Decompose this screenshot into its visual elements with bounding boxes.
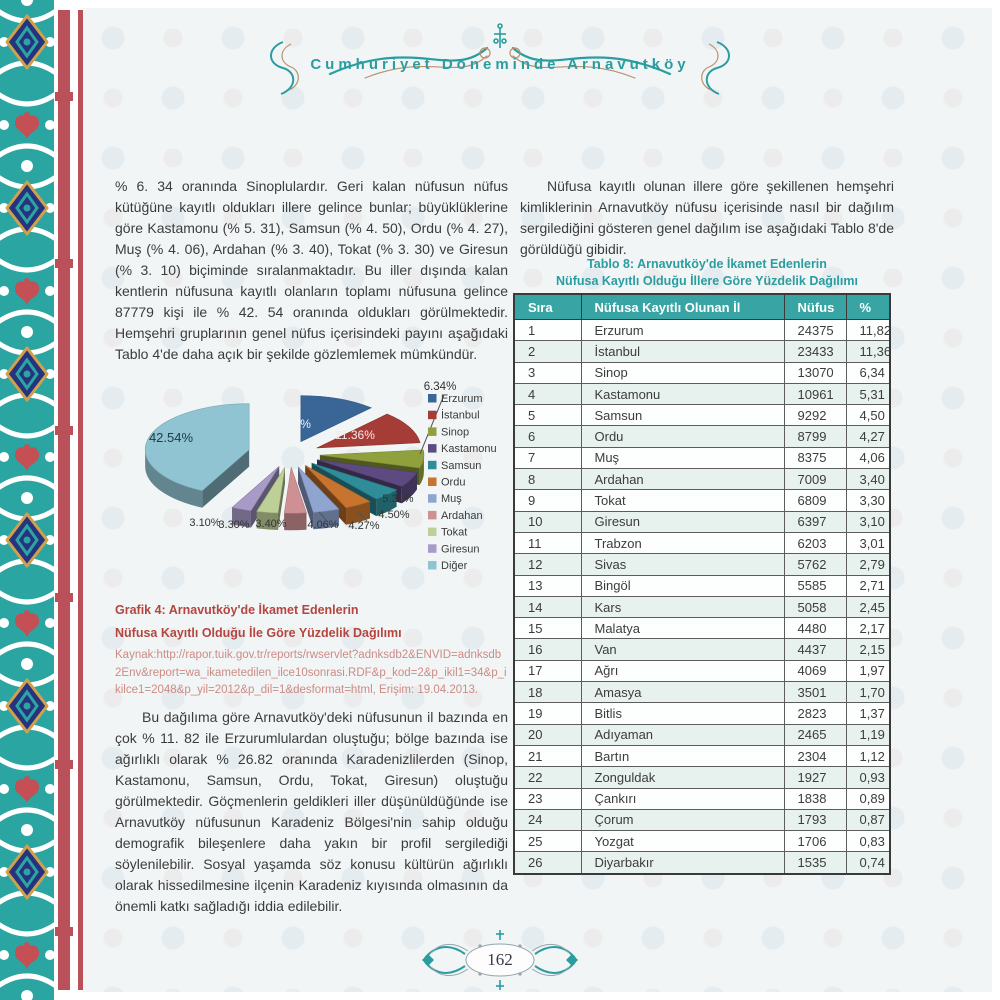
- table-row: [514, 469, 890, 490]
- cell-population: 7009: [784, 469, 846, 490]
- cell-rank: 2: [514, 341, 581, 362]
- table-row: [514, 682, 890, 703]
- table-title-line2: Nüfusa Kayıtlı Olduğu İllere Göre Yüzdelik Dağılımı: [556, 274, 858, 288]
- cell-population: 1793: [784, 809, 846, 830]
- table-body: [514, 320, 890, 874]
- cell-rank: 19: [514, 703, 581, 724]
- table-row: [514, 405, 890, 426]
- cell-province: İstanbul: [581, 341, 784, 362]
- cell-rank: 26: [514, 852, 581, 874]
- cell-percent: 1,70: [846, 682, 890, 703]
- cell-population: 1927: [784, 767, 846, 788]
- cell-percent: 3,30: [846, 490, 890, 511]
- cell-population: 3501: [784, 682, 846, 703]
- table-row: [514, 831, 890, 852]
- red-stripe-tab: [55, 927, 73, 936]
- pie-value-label: 11.36%: [335, 428, 375, 442]
- table-row: [514, 596, 890, 617]
- cell-province: Sinop: [581, 362, 784, 383]
- pie-value-label: 4.50%: [378, 509, 410, 521]
- legend-swatch-Ordu: [428, 478, 437, 487]
- legend-swatch-Ardahan: [428, 511, 437, 520]
- legend-label-Ardahan: Ardahan: [441, 509, 483, 522]
- cell-percent: 5,31: [846, 383, 890, 404]
- legend-label-Sinop: Sinop: [441, 426, 470, 439]
- cell-province: Bitlis: [581, 703, 784, 724]
- cell-population: 10961: [784, 383, 846, 404]
- cell-population: 24375: [784, 320, 846, 341]
- ottoman-tile-border: [0, 0, 54, 1000]
- table-row: [514, 490, 890, 511]
- cell-province: Kastamonu: [581, 383, 784, 404]
- pie-slice-rim: [284, 513, 306, 530]
- cell-percent: 2,15: [846, 639, 890, 660]
- legend-swatch-Giresun: [428, 544, 437, 553]
- table-row: [514, 745, 890, 766]
- legend-label-Muş: Muş: [441, 493, 462, 506]
- cell-rank: 3: [514, 362, 581, 383]
- cell-province: Kars: [581, 596, 784, 617]
- red-stripe-tab: [55, 593, 73, 602]
- red-stripe-tab: [55, 760, 73, 769]
- chart-caption-line2: Nüfusa Kayıtlı Olduğu İle Göre Yüzdelik Dağılımı: [115, 626, 402, 640]
- cell-province: Adıyaman: [581, 724, 784, 745]
- chart-caption: [115, 599, 507, 645]
- legend-swatch-Muş: [428, 494, 437, 503]
- cell-rank: 8: [514, 469, 581, 490]
- legend-label-Samsun: Samsun: [441, 459, 482, 472]
- cell-population: 5585: [784, 575, 846, 596]
- cell-rank: 20: [514, 724, 581, 745]
- cell-percent: 0,87: [846, 809, 890, 830]
- pie-value-label: 4.06%: [307, 519, 339, 531]
- province-population-table: [513, 293, 891, 875]
- cell-province: Erzurum: [581, 320, 784, 341]
- cell-rank: 9: [514, 490, 581, 511]
- cell-percent: 0,74: [846, 852, 890, 874]
- cell-province: Malatya: [581, 618, 784, 639]
- finial-cross-icon: [494, 24, 506, 48]
- cell-population: 4069: [784, 660, 846, 681]
- header-rank: Sıra: [514, 294, 581, 320]
- cell-percent: 0,89: [846, 788, 890, 809]
- cell-percent: 2,79: [846, 554, 890, 575]
- table-row: [514, 447, 890, 468]
- cell-province: Çorum: [581, 809, 784, 830]
- cell-rank: 1: [514, 320, 581, 341]
- legend-label-Diğer: Diğer: [441, 560, 468, 572]
- table-row: [514, 767, 890, 788]
- cell-population: 8799: [784, 426, 846, 447]
- cell-rank: 6: [514, 426, 581, 447]
- cell-province: Bingöl: [581, 575, 784, 596]
- cell-population: 5058: [784, 596, 846, 617]
- pie-chart-grafik4: [95, 362, 515, 597]
- pie-value-label: 5.31%: [382, 493, 414, 505]
- cell-rank: 25: [514, 831, 581, 852]
- cell-percent: 1,37: [846, 703, 890, 724]
- cell-percent: 2,71: [846, 575, 890, 596]
- legend-swatch-Kastamonu: [428, 444, 437, 453]
- cell-percent: 4,06: [846, 447, 890, 468]
- legend-label-Erzurum: Erzurum: [441, 393, 483, 405]
- red-stripe-tab: [55, 426, 73, 435]
- table-row: [514, 724, 890, 745]
- cell-province: Diyarbakır: [581, 852, 784, 874]
- cell-province: Amasya: [581, 682, 784, 703]
- table-header-row: [514, 294, 890, 320]
- table-row: [514, 575, 890, 596]
- cell-population: 23433: [784, 341, 846, 362]
- cell-population: 1706: [784, 831, 846, 852]
- cell-percent: 11,36: [846, 341, 890, 362]
- cell-population: 2465: [784, 724, 846, 745]
- cell-percent: 1,12: [846, 745, 890, 766]
- cell-province: Giresun: [581, 511, 784, 532]
- cell-province: Tokat: [581, 490, 784, 511]
- red-stripe-tab: [55, 92, 73, 101]
- cell-population: 2823: [784, 703, 846, 724]
- cell-population: 6809: [784, 490, 846, 511]
- cell-rank: 22: [514, 767, 581, 788]
- pie-value-label: 6.34%: [423, 381, 457, 393]
- table-row: [514, 341, 890, 362]
- red-stripe-tab: [55, 259, 73, 268]
- pie-value-label: 3.40%: [255, 518, 287, 530]
- cell-rank: 23: [514, 788, 581, 809]
- cell-province: Çankırı: [581, 788, 784, 809]
- cell-population: 4480: [784, 618, 846, 639]
- cell-province: Ağrı: [581, 660, 784, 681]
- pie-value-label: 4.27%: [348, 520, 380, 532]
- pie-value-label: 3.10%: [189, 517, 221, 529]
- cell-rank: 7: [514, 447, 581, 468]
- page-header-title: Cumhuriyet Döneminde Arnavutköy: [310, 56, 690, 73]
- cell-rank: 14: [514, 596, 581, 617]
- table-row: [514, 618, 890, 639]
- legend-swatch-İstanbul: [428, 411, 437, 420]
- table-row: [514, 703, 890, 724]
- chart-caption-line1: Grafik 4: Arnavutköy'de İkamet Edenlerin: [115, 603, 359, 617]
- cell-percent: 2,45: [846, 596, 890, 617]
- cell-percent: 3,40: [846, 469, 890, 490]
- legend-label-Kastamonu: Kastamonu: [441, 443, 497, 456]
- header-population: Nüfus: [784, 294, 846, 320]
- cell-percent: 1,19: [846, 724, 890, 745]
- cell-province: Yozgat: [581, 831, 784, 852]
- cell-population: 1838: [784, 788, 846, 809]
- page-number: 162: [487, 950, 513, 969]
- table-row: [514, 320, 890, 341]
- cell-rank: 18: [514, 682, 581, 703]
- cell-percent: 0,83: [846, 831, 890, 852]
- legend-label-İstanbul: İstanbul: [441, 409, 480, 422]
- legend-swatch-Samsun: [428, 461, 437, 470]
- table-row: [514, 383, 890, 404]
- legend-label-Tokat: Tokat: [441, 526, 468, 539]
- cell-population: 4437: [784, 639, 846, 660]
- table-title-line1: Tablo 8: Arnavutköy'de İkamet Edenlerin: [587, 257, 827, 271]
- paragraph-population-shares: % 6. 34 oranında Sinoplulardır. Geri kalan nüfusun nüfus kütüğüne kayıtlı oldukları illere gelince bunlar; büyüklüklerine göre Kastamonu (% 5. 31), Samsun (% 4. 50), Ordu (% 4. 27), Muş (% 4. 06), Ardahan (% 3. 40), Tokat (% 3. 30) ve Giresun (% 3. 10) biçiminde sıralanmaktadır. Bu iller dışında kalan kentlerin nüfusuna kayıtlı olanların toplamı nüfusuna gelince 87779 kişi ile % 42. 54 oranında oldukları görülmektedir. Hemşehri gruplarının genel nüfus içerisindeki payını aşağıdaki Tablo 4'de daha açık bir şekilde gözlemlemek mümkündür.: [115, 178, 508, 362]
- cell-population: 8375: [784, 447, 846, 468]
- cell-population: 1535: [784, 852, 846, 874]
- cell-percent: 0,93: [846, 767, 890, 788]
- cell-rank: 12: [514, 554, 581, 575]
- cell-province: Samsun: [581, 405, 784, 426]
- cell-province: Van: [581, 639, 784, 660]
- red-border-stripe-thin: [78, 10, 83, 990]
- cell-population: 5762: [784, 554, 846, 575]
- cell-population: 6203: [784, 532, 846, 553]
- legend-swatch-Sinop: [428, 427, 437, 436]
- legend-swatch-Erzurum: [428, 394, 437, 403]
- cell-percent: 4,27: [846, 426, 890, 447]
- cell-rank: 17: [514, 660, 581, 681]
- table-row: [514, 426, 890, 447]
- cell-rank: 11: [514, 532, 581, 553]
- cell-rank: 15: [514, 618, 581, 639]
- cell-population: 9292: [784, 405, 846, 426]
- cell-rank: 5: [514, 405, 581, 426]
- pie-value-label: 11.82%: [271, 417, 311, 431]
- table-row: [514, 852, 890, 874]
- table-row: [514, 660, 890, 681]
- cell-percent: 1,97: [846, 660, 890, 681]
- cell-population: 13070: [784, 362, 846, 383]
- cell-rank: 13: [514, 575, 581, 596]
- cell-population: 6397: [784, 511, 846, 532]
- table-row: [514, 554, 890, 575]
- cell-percent: 3,01: [846, 532, 890, 553]
- paragraph-regional-analysis: Bu dağılıma göre Arnavutköy'deki nüfusunun il bazında en çok % 11. 82 ile Erzurumlulardan oluştuğu; bölge bazında ise ağırlıklı olarak % 26.82 oranında Karadenizlilerden (Sinop, Kastamonu, Samsun, Ordu, Tokat, Giresun) oluştuğu görülmektedir. Göçmenlerin geldikleri iller düşünüldüğünde ise Arnavutköy nüfusunun Karadeniz Bölgesi'nin sahip olduğu demografik bileşenlere daha yakın bir profil sergilediği söylenilebilir. Sosyal yaşamda söz konusu kültürün ağırlıklı olarak hissedilmesine ilçenin Karadeniz kıyısında olmasının da önemli katkı sağladığı iddia edilebilir.: [115, 709, 508, 914]
- legend-swatch-Tokat: [428, 528, 437, 537]
- cell-percent: 4,50: [846, 405, 890, 426]
- cell-province: Trabzon: [581, 532, 784, 553]
- cell-population: 2304: [784, 745, 846, 766]
- cell-percent: 6,34: [846, 362, 890, 383]
- red-border-stripe: [58, 10, 70, 990]
- table-row: [514, 809, 890, 830]
- legend-label-Giresun: Giresun: [441, 543, 480, 556]
- legend-label-Ordu: Ordu: [441, 476, 466, 489]
- cell-rank: 10: [514, 511, 581, 532]
- paragraph-table-intro: Nüfusa kayıtlı olunan illere göre şekillenen hemşehri kimliklerinin Arnavutköy nüfusu içerisinde nasıl bir dağılım sergilediğini gösteren genel dağılım ise aşağıdaki Tablo 8'de görüldüğü gibidir.: [520, 178, 894, 257]
- cell-rank: 21: [514, 745, 581, 766]
- table-row: [514, 788, 890, 809]
- cell-province: Ordu: [581, 426, 784, 447]
- cell-rank: 4: [514, 383, 581, 404]
- table-row: [514, 362, 890, 383]
- cell-percent: 3,10: [846, 511, 890, 532]
- cell-percent: 2,17: [846, 618, 890, 639]
- legend-swatch-Diğer: [428, 561, 437, 570]
- cell-province: Zonguldak: [581, 767, 784, 788]
- table-row: [514, 532, 890, 553]
- cell-province: Muş: [581, 447, 784, 468]
- cell-percent: 11,82: [846, 320, 890, 341]
- header-percent: %: [846, 294, 890, 320]
- cell-rank: 16: [514, 639, 581, 660]
- pie-value-label: 42.54%: [148, 430, 194, 445]
- cell-province: Sivas: [581, 554, 784, 575]
- pie-value-label: 3.30%: [218, 519, 250, 531]
- cell-province: Ardahan: [581, 469, 784, 490]
- cell-rank: 24: [514, 809, 581, 830]
- table-row: [514, 511, 890, 532]
- chart-source-citation: Kaynak:http://rapor.tuik.gov.tr/reports/rwservlet?adnksdb2&ENVID=adnksdb2Env&report=wa_ikametedilen_ilce10sonrasi.RDF&p_kod=2&p_ikil1=34&p_ikilce1=2048&p_yil=2012&p_dil=1&desformat=html, Erişim: 19.04.2013.: [115, 649, 507, 696]
- header-province: Nüfusa Kayıtlı Olunan İl: [581, 294, 784, 320]
- cell-province: Bartın: [581, 745, 784, 766]
- table-row: [514, 639, 890, 660]
- table-title: [520, 256, 894, 290]
